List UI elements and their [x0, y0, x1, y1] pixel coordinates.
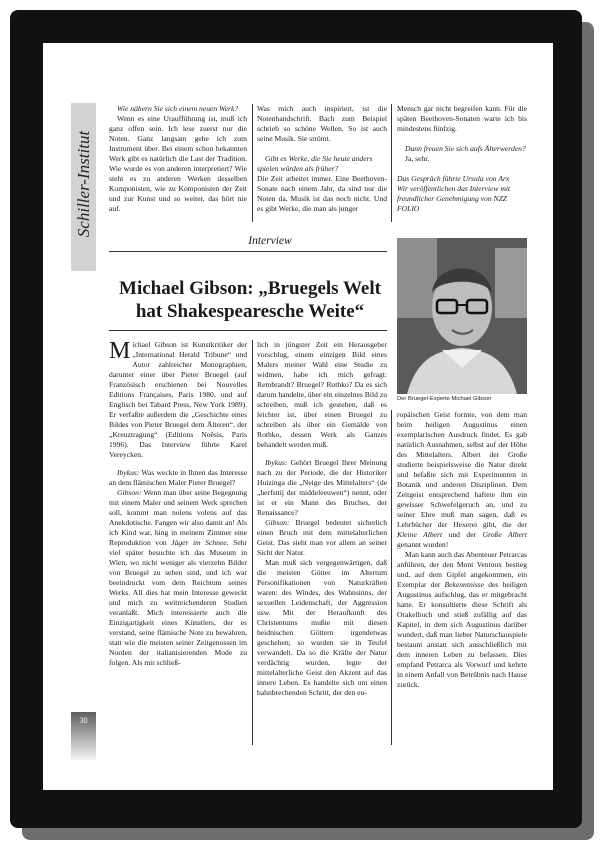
- interview-column-3: [397, 410, 527, 690]
- answer-text: Man kann auch das Abenteuer Petrarcas anführen, der den Mont Ventoux bestieg und, auf dem Gipfel angekommen, ein Exemplar der: [397, 550, 527, 589]
- top-column-3: [397, 104, 527, 214]
- top-column-2: [257, 104, 387, 214]
- top-answer-1-cont: Was mich auch inspiriert, ist die Notenhandschrift. Bach zum Beispiel schrieb so schöne Wellen. So ist auch seine Musik. Sie strömt.: [257, 104, 387, 143]
- answer-1-text: Wenn man über seine Begegnung mit einem Maler und seinem Werk sprechen soll, kommt man nolens volens auf das Anekdotische. Fangen wir also damit an! Als ich Kind war, hing in meinem Zimmer eine Reproduktion von: [109, 488, 247, 547]
- answer-2-cont: [397, 410, 527, 550]
- top-question-2: Gibt es Werke, die Sie heute anders spielen würden als früher?: [257, 154, 373, 173]
- answer-text: und der: [442, 530, 483, 539]
- interview-column-1: [109, 340, 247, 668]
- question-2-text: Gehört Bruegel Ihrer Meinung nach zu der Periode, die der Historiker Huizinga die „Neige des Mittelalters“ (de „herfsttij der middeleeuwen“) nennt, oder ist er ein Mann des Bruches, der Renaissance?: [257, 458, 387, 517]
- top-column-1: [109, 104, 247, 214]
- question-1: [109, 468, 247, 488]
- question-2: [257, 458, 387, 518]
- book-title: Kleine Albert: [397, 530, 443, 539]
- headline: [105, 277, 395, 323]
- answer-text: des heiligen Augustinus aufschlug, das er mitgebracht hatte. Er konsultierte diese Schrift als Orakelbuch und stieß zufällig auf das Kapitel, in dem sich Augustinus darüber wundert, daß man lieber Naturschauspiele bestaunt anstatt sich ausschließlich mit dem inneren Leben zu befassen. Dies empfand Petrarca als Vorwurf und kehrte in einem Anfall von Betrübnis nach Hause zurück.: [397, 580, 527, 689]
- answer-2-para-2: [397, 550, 527, 690]
- column-divider: [391, 410, 392, 745]
- headline-line-2: hat Shakespearesche Weite“: [135, 301, 365, 322]
- interview-column-2: [257, 340, 387, 698]
- answer-1-cont: lich in jüngster Zeit ein Herausgeber vorschlug, einem einzigen Bild eines Malers meiner Wahl eine Studie zu widmen, habe ich mich gefragt: Rembrandt? Bruegel? Rothko? Da es sich darum handelte, über ein einzelnes Bild zu schreiben, muß ich gestehen, daß es leichter ist, über einen Bruegel zu schreiben als über ein Gemälde von Rothko, dessen Werk als Ganzes behandelt werden muß.: [257, 340, 387, 449]
- interview-intro: [109, 340, 247, 460]
- top-question-1: Wie nähern Sie sich einem neuen Werk?: [117, 104, 239, 113]
- answer-2: [257, 518, 387, 558]
- book-title: Bekenntnisse: [444, 580, 485, 589]
- top-answer-3: Ja, sehr.: [405, 154, 430, 163]
- answer-1-text-cont: . Sehr viel später besuchte ich das Museum in Wien, wo nicht weniger als vierzehn Bilder von Bruegel zu sehen sind, und ich war beeindruckt vom dem Reichtum seines Werks. All dies hat mein Interesse geweckt und mich zu weitreichenderen Studien veranlaßt. Mich interessierte auch die Einzigartigkeit eines Künstlers, der es verstand, seine flämische Note zu bewahren, statt wie die meisten seiner Zeitgenossen im Norden der italianisierenden Mode zu folgen. Als mir schließ-: [109, 538, 248, 667]
- answer-2-text: Bruegel bedeutet sicherlich einen Bruch mit dem mittelalterlichen Geist. Das sieht man vor allem an seiner Sicht der Natur.: [257, 518, 387, 557]
- answer-2-para: Man muß sich vergegenwärtigen, daß die meisten Götter im Altertum Personifikationen von Naturkräften waren: des Windes, des Wahnsinns, der sexuellen Leidenschaft, der Aggression usw. Mit der Heraufkunft des Christentums mußte mit diesen heidnischen Göttern irgendetwas geschehen; so wurden sie in Teufel verwandelt. Da so die Kräfte der Natur verdächtig wurden, legte der mittelalterliche Geist den Akzent auf das innere Leben. Es handelte sich um einen bahnbrechenden Schritt, der den eu-: [257, 558, 387, 697]
- top-answer-2: Die Zeit arbeitet immer. Eine Beethoven-Sonate nach einem Jahr, da sind nur die Noten da, Musik ist das noch nicht. Und es gibt Werke, die man als junger: [257, 174, 387, 213]
- speaker-ibykus: Ibykus:: [265, 458, 288, 467]
- question-1-text: Was weckte in Ihnen das Interesse an dem flämischen Maler Pieter Bruegel?: [109, 468, 247, 487]
- drop-cap: M: [109, 338, 131, 364]
- sidebar-label: Schiller-Institut: [74, 130, 93, 238]
- portrait-photo: [397, 238, 527, 394]
- headline-line-1: Michael Gibson: „Bruegels Welt: [119, 278, 381, 299]
- top-question-3: Dann freuen Sie sich aufs Älterwerden?: [405, 144, 526, 153]
- column-divider: [252, 104, 253, 222]
- speaker-ibykus: Ibykus:: [117, 468, 140, 477]
- answer-text: genannt wurden!: [397, 540, 449, 549]
- column-divider: [391, 104, 392, 222]
- permission-note: Wir veröffentlichen das Interview mit freundlicher Genehmigung von NZZ FOLIO: [397, 184, 511, 213]
- speaker-gibson: Gibson:: [117, 488, 142, 497]
- portrait-image: [397, 238, 527, 394]
- speaker-gibson: Gibson:: [265, 518, 290, 527]
- column-divider: [252, 340, 253, 745]
- section-rule: [109, 251, 387, 252]
- interview-credit: Das Gespräch führte Ursula von Arx: [397, 174, 510, 183]
- photo-caption: Der Bruegel-Experte Michael Gibson: [397, 396, 492, 402]
- section-label: Interview: [248, 235, 292, 247]
- book-title: Große Albert: [482, 530, 527, 539]
- answer-text: ropäischen Geist formte, von dem man beim heiligen Augustinus einen exemplarischen Ausdruck findet. Es gab natürlich Ausnahmen, selbst auf der Höhe des Mittelalters. Albert der Große studierte beispielsweise die Natur direkt und befaßte sich mit Experimenten in Botanik und anderen Disziplinen. Dem Zeitgeist entsprechend haftete ihm ein gewisser Schwefelgeruch an, und zu seiner Ehre muß man sagen, daß es Lehrbücher der Hexerei gibt, die der: [397, 410, 527, 529]
- intro-text: ichael Gibson ist Kunstkritiker der „International Herald Tribune“ und Autor zahlreicher Monographien, darunter einer über Pieter Bruegel (auf Französisch erschienen bei Nouvelles Editions Françaises, Paris 1980, und auf Englisch bei Tabard Press, New York 1989). Er verfaßte außerdem die „Geschichte eines Bildes von Pieter Bruegel dem Älteren“, der „Kreuztragung“ (Editions Noêsis, Paris 1996). Das Interview führte Karel Vereycken.: [109, 340, 247, 459]
- headline-rule: [109, 330, 387, 331]
- top-answer-1: Wenn es eine Uraufführung ist, muß ich ganz offen sein. Ich lese zuerst nur die Noten. Ganz langsam gehe ich zum Instrument über. Bei einem schon bekannten Werk gibt es natürlich die Last der Tradition. Wie wurde es von anderen interpretiert? Wie steht es zu anderen Werken desselben Komponisten, wie zu Komponisten der Zeit und zur Kunst und so weiter, das hört nie auf.: [109, 114, 247, 213]
- top-answer-2-cont: Mensch gar nicht begreifen kann. Für die späten Beethoven-Sonaten warte ich bis mindestens fünfzig.: [397, 104, 527, 133]
- painting-title: Jäger im Schnee: [171, 538, 227, 547]
- page-number: 30: [79, 716, 88, 725]
- answer-1: [109, 488, 247, 668]
